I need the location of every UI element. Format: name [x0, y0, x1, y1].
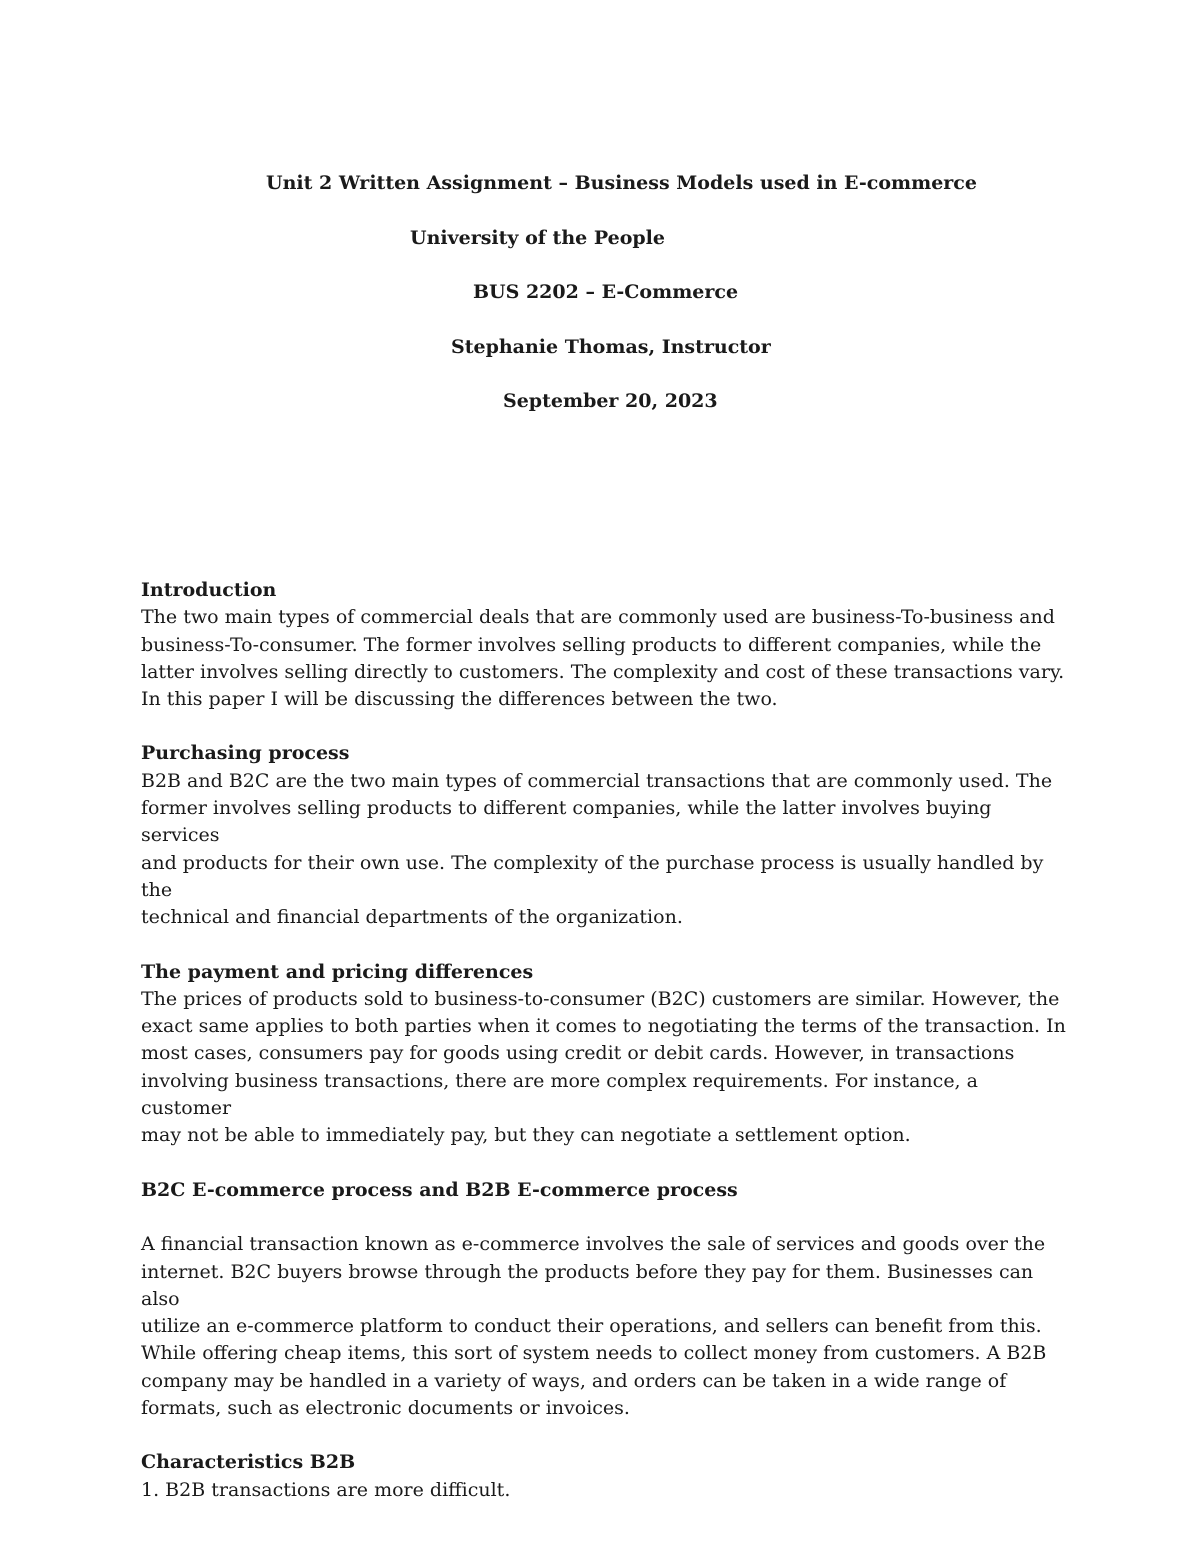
section-heading: B2C E-commerce process and B2B E-commerce process: [141, 1178, 738, 1201]
section-characteristics-b2b: [141, 1449, 1071, 1504]
paragraph-line: exact same applies to both parties when it comes to negotiating the terms of the transaction. In: [141, 1015, 1066, 1038]
list-item: 1. B2B transactions are more difficult.: [141, 1478, 511, 1501]
section-payment-pricing: [141, 959, 1071, 1150]
section-heading: Purchasing process: [141, 742, 350, 765]
paragraph-line: B2B and B2C are the two main types of commercial transactions that are commonly used. The: [141, 769, 1053, 792]
document-title: Unit 2 Written Assignment – Business Models used in E-commerce: [266, 172, 977, 194]
paragraph-line: formats, such as electronic documents or invoices.: [141, 1397, 630, 1420]
section-heading: Characteristics B2B: [141, 1451, 356, 1474]
university-name: University of the People: [410, 227, 665, 249]
paragraph-line: may not be able to immediately pay, but they can negotiate a settlement option.: [141, 1124, 911, 1147]
section-ecommerce-process: [141, 1177, 1071, 1423]
paragraph-line: A financial transaction known as e-commerce involves the sale of services and goods over the: [141, 1233, 1046, 1256]
paragraph-line: The two main types of commercial deals that are commonly used are business-To-business and: [141, 606, 1055, 629]
paragraph-line: In this paper I will be discussing the differences between the two.: [141, 688, 778, 711]
instructor-name: Stephanie Thomas, Instructor: [451, 336, 771, 358]
paragraph-line: technical and financial departments of the organization.: [141, 906, 683, 929]
paragraph-line: most cases, consumers pay for goods using credit or debit cards. However, in transactions: [141, 1042, 1015, 1065]
paragraph-line: utilize an e-commerce platform to conduct their operations, and sellers can benefit from this.: [141, 1315, 1042, 1338]
paragraph-line: business-To-consumer. The former involves selling products to different companies, while the: [141, 633, 1042, 656]
blank-line: [141, 1204, 1071, 1231]
paragraph-line: The prices of products sold to business-to-consumer (B2C) customers are similar. However, the: [141, 987, 1060, 1010]
section-heading: Introduction: [141, 579, 277, 601]
paragraph-line: internet. B2C buyers browse through the products before they pay for them. Businesses can also: [141, 1260, 1034, 1310]
section-heading: The payment and pricing differences: [141, 960, 534, 983]
submission-date: September 20, 2023: [503, 390, 718, 412]
paragraph-line: and products for their own use. The complexity of the purchase process is usually handled by the: [141, 851, 1044, 901]
paragraph-line: While offering cheap items, this sort of system needs to collect money from customers. A B2B: [141, 1342, 1047, 1365]
paragraph-line: company may be handled in a variety of ways, and orders can be taken in a wide range of: [141, 1369, 1007, 1392]
course-name: BUS 2202 – E-Commerce: [473, 281, 739, 303]
section-purchasing-process: [141, 740, 1071, 931]
paragraph-line: latter involves selling directly to customers. The complexity and cost of these transactions vary.: [141, 660, 1065, 683]
section-introduction: [141, 577, 1071, 713]
document-body: [141, 577, 1071, 1531]
paragraph-line: involving business transactions, there are more complex requirements. For instance, a customer: [141, 1069, 978, 1120]
paragraph-line: former involves selling products to different companies, while the latter involves buying services: [141, 797, 992, 847]
